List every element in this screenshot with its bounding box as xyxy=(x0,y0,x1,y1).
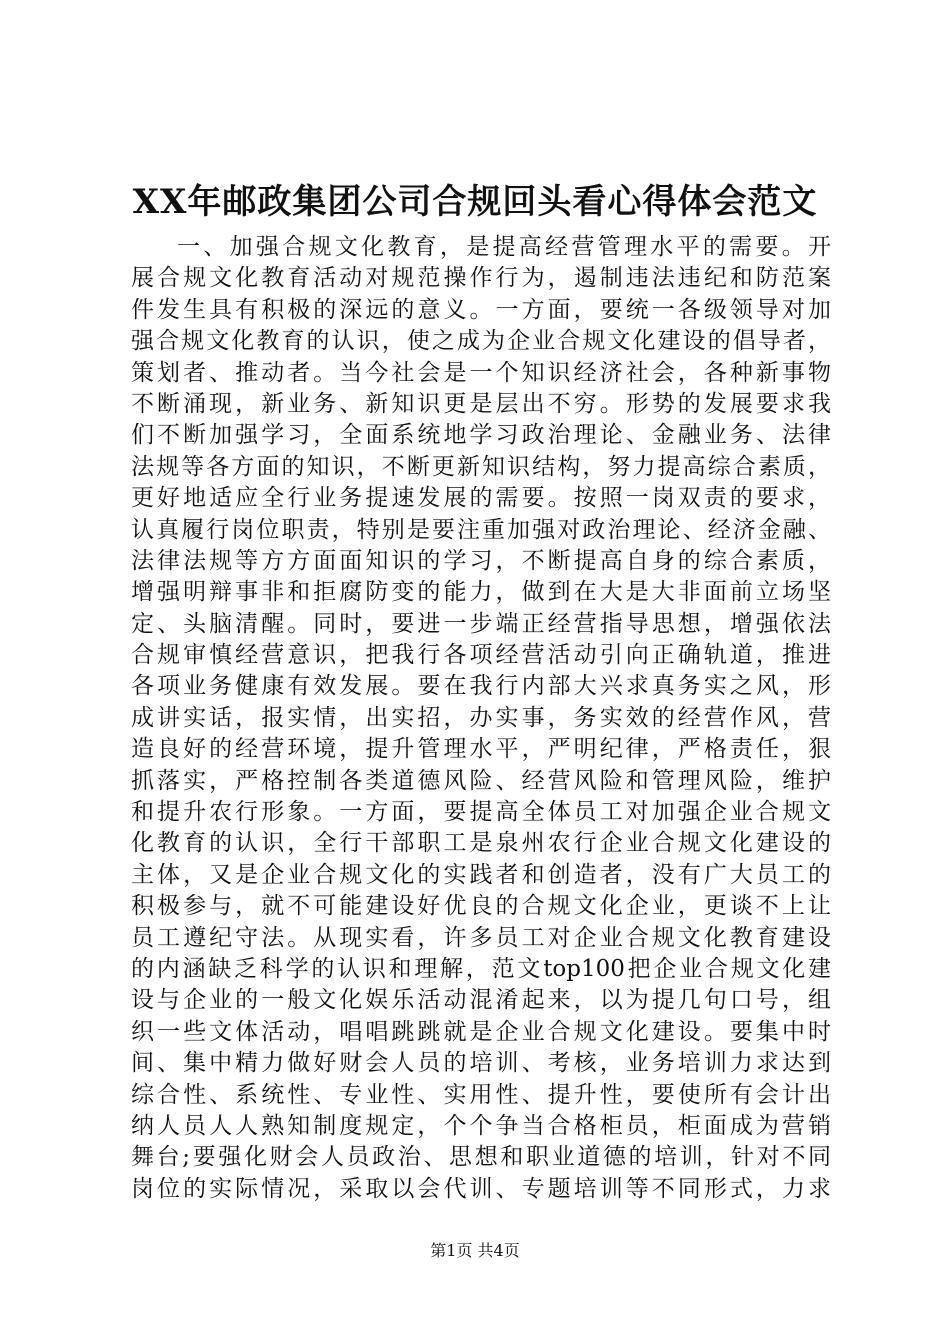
body-line: 法规等各方面的知识，不断更新知识结构，努力提高综合素质， xyxy=(131,453,831,480)
page-footer: 第1页 共4页 xyxy=(430,1241,520,1260)
body-line: 积极参与，就不可能建设好优良的合规文化企业，更谈不上让 xyxy=(131,893,831,920)
body-line: 展合规文化教育活动对规范操作行为，遏制违法违纪和防范案 xyxy=(131,265,831,292)
document-title: XX年邮政集团公司合规回头看心得体会范文 xyxy=(132,182,818,222)
body-line: 们不断加强学习，全面系统地学习政治理论、金融业务、法律 xyxy=(131,422,831,449)
body-line: 成讲实话，报实情，出实招，办实事，务实效的经营作风，营 xyxy=(131,704,831,731)
body-line: 舞台;要强化财会人员政治、思想和职业道德的培训，针对不同 xyxy=(131,1144,831,1171)
body-line: 主体，又是企业合规文化的实践者和创造者，没有广大员工的 xyxy=(131,861,831,888)
body-line: 增强明辩事非和拒腐防变的能力，做到在大是大非面前立场坚 xyxy=(131,579,831,606)
document-body xyxy=(131,232,831,1205)
body-line: 强合规文化教育的认识，使之成为企业合规文化建设的倡导者， xyxy=(131,328,831,355)
body-line: 和提升农行形象。一方面，要提高全体员工对加强企业合规文 xyxy=(131,799,831,826)
body-line: 的内涵缺乏科学的认识和理解，范文top100把企业合规文化建 xyxy=(131,955,831,982)
body-line: 设与企业的一般文化娱乐活动混淆起来，以为提几句口号，组 xyxy=(131,987,831,1014)
body-line: 化教育的认识，全行干部职工是泉州农行企业合规文化建设的 xyxy=(131,830,831,857)
body-line: 不断涌现，新业务、新知识更是层出不穷。形势的发展要求我 xyxy=(131,390,831,417)
body-line: 合规审慎经营意识，把我行各项经营活动引向正确轨道，推进 xyxy=(131,642,831,669)
body-line: 抓落实，严格控制各类道德风险、经营风险和管理风险，维护 xyxy=(131,767,831,794)
body-line: 法律法规等方方面面知识的学习，不断提高自身的综合素质， xyxy=(131,547,831,574)
body-line: 造良好的经营环境，提升管理水平，严明纪律，严格责任，狠 xyxy=(131,736,831,763)
body-line: 定、头脑清醒。同时，要进一步端正经营指导思想，增强依法 xyxy=(131,610,831,637)
body-line: 策划者、推动者。当今社会是一个知识经济社会，各种新事物 xyxy=(131,359,831,386)
body-line: 一、加强合规文化教育，是提高经营管理水平的需要。开 xyxy=(177,234,831,260)
body-line: 间、集中精力做好财会人员的培训、考核，业务培训力求达到 xyxy=(131,1050,831,1077)
body-line: 更好地适应全行业务提速发展的需要。按照一岗双责的要求， xyxy=(131,485,831,512)
body-line: 认真履行岗位职责，特别是要注重加强对政治理论、经济金融、 xyxy=(131,516,831,543)
body-line: 员工遵纪守法。从现实看，许多员工对企业合规文化教育建设 xyxy=(131,924,831,951)
body-line: 各项业务健康有效发展。要在我行内部大兴求真务实之风，形 xyxy=(131,673,831,700)
body-line: 织一些文体活动，唱唱跳跳就是企业合规文化建设。要集中时 xyxy=(131,1018,831,1045)
body-line: 件发生具有积极的深远的意义。一方面，要统一各级领导对加 xyxy=(131,296,831,323)
body-line: 纳人员人人熟知制度规定，个个争当合格柜员，柜面成为营销 xyxy=(131,1112,831,1139)
body-line: 综合性、系统性、专业性、实用性、提升性，要使所有会计出 xyxy=(131,1081,831,1108)
body-line: 岗位的实际情况，采取以会代训、专题培训等不同形式，力求 xyxy=(131,1175,831,1202)
